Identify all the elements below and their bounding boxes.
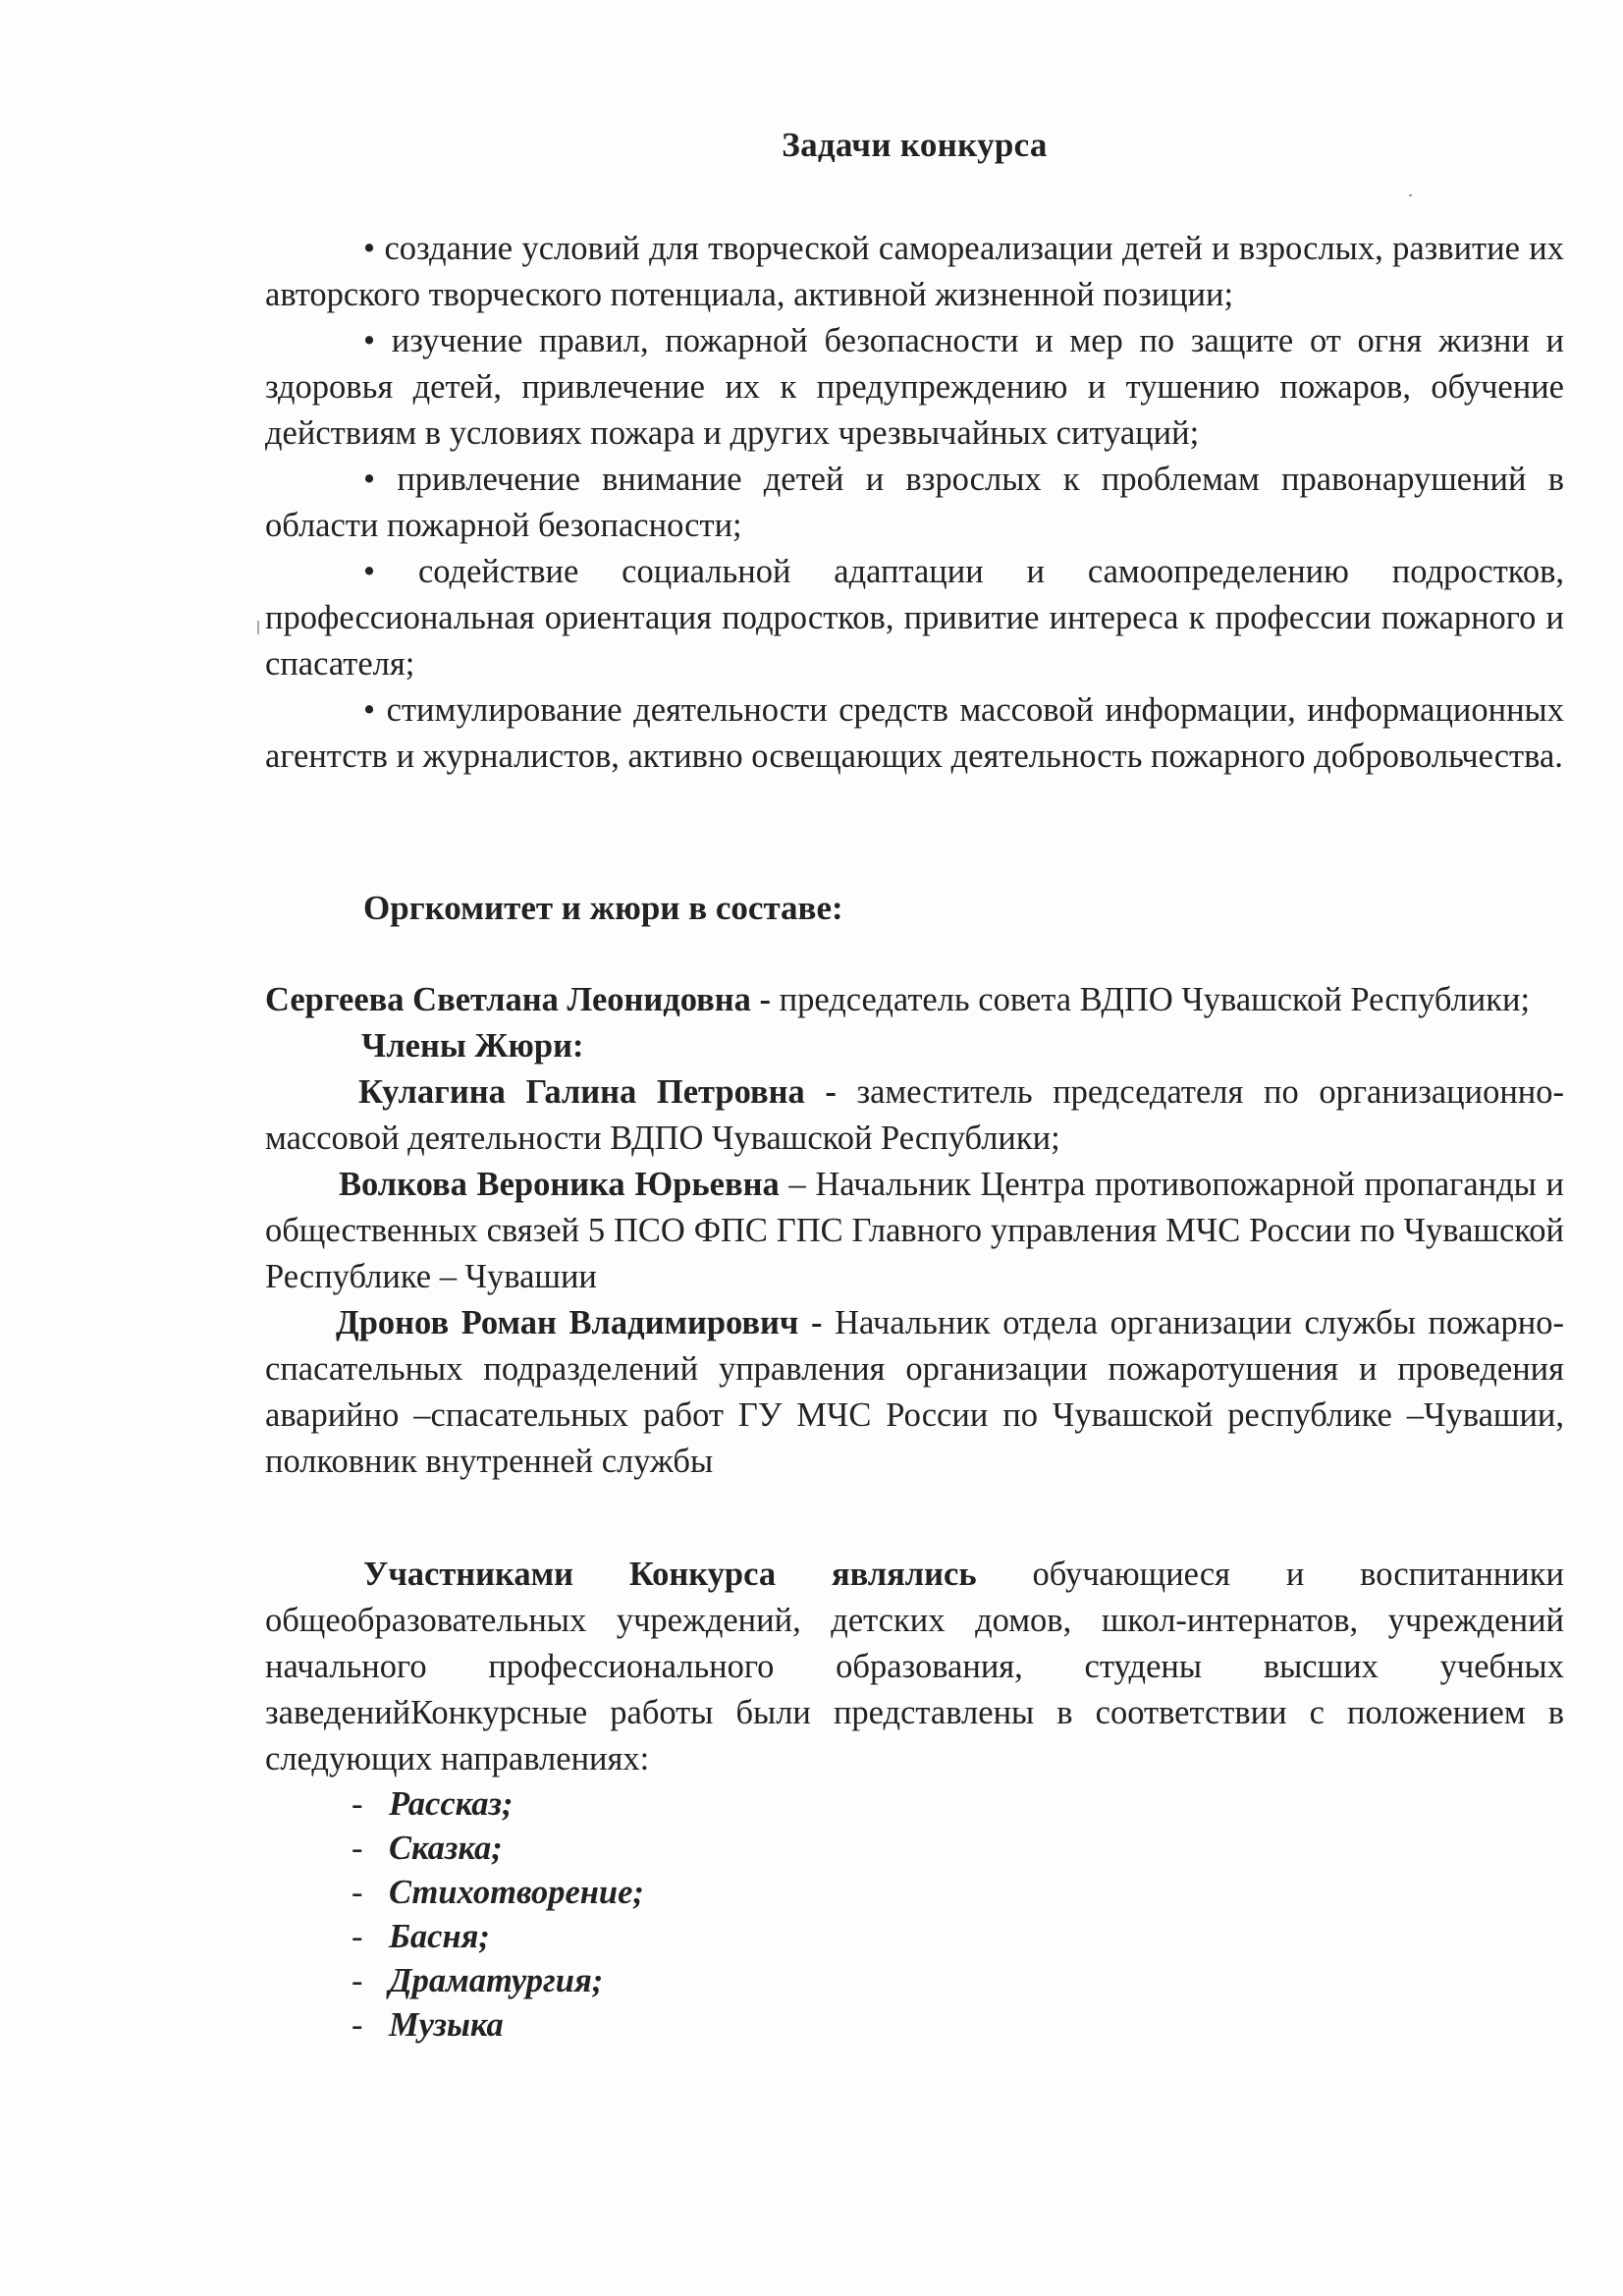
direction-item: - Басня; bbox=[352, 1918, 490, 1955]
jury-member-name: Кулагина Галина Петровна - bbox=[358, 1073, 837, 1111]
directions-list bbox=[265, 1782, 1564, 2048]
direction-item: - Драматургия; bbox=[352, 1962, 604, 1999]
participants-section bbox=[265, 1552, 1564, 2048]
participants-paragraph bbox=[265, 1552, 1564, 1782]
direction-item: - Сказка; bbox=[352, 1830, 503, 1867]
chairman-entry bbox=[265, 977, 1564, 1023]
participants-lead: Участниками Конкурса являлись bbox=[363, 1556, 977, 1593]
chairman-name: Сергеева Светлана Леонидовна - bbox=[265, 981, 771, 1018]
jury-member-name: Дронов Роман Владимирович - bbox=[336, 1304, 823, 1341]
direction-item: - Музыка bbox=[352, 2006, 504, 2044]
jury-member bbox=[265, 1300, 1564, 1485]
task-item: • содействие социальной адаптации и самоопределению подростков, профессиональная ориентация подростков, привитие интереса к профессии пожарного и спасателя; bbox=[265, 553, 1564, 683]
page-title: Задачи конкурса bbox=[782, 126, 1048, 164]
jury-member-role: заместитель председателя по организационно-массовой деятельности ВДПО Чувашской Республики; bbox=[265, 1073, 1564, 1157]
scan-speck bbox=[1409, 194, 1412, 196]
task-item: • стимулирование деятельности средств массовой информации, информационных агентств и журналистов, активно освещающих деятельность пожарного добровольчества. bbox=[265, 691, 1564, 775]
jury-member-name: Волкова Вероника Юрьевна bbox=[339, 1166, 780, 1203]
task-item: • создание условий для творческой самореализации детей и взрослых, развитие их авторского творческого потенциала, активной жизненной позиции; bbox=[265, 230, 1564, 313]
chairman-role: председатель совета ВДПО Чувашской Республики; bbox=[771, 981, 1531, 1018]
task-item: • привлечение внимание детей и взрослых к проблемам правонарушений в области пожарной безопасности; bbox=[265, 461, 1564, 544]
org-committee-title: Оргкомитет и жюри в составе: bbox=[363, 889, 843, 927]
jury-member bbox=[265, 1162, 1564, 1300]
scan-speck bbox=[257, 621, 259, 634]
org-committee bbox=[265, 977, 1564, 1485]
jury-member-role: – Начальник Центра противопожарной пропаганды и общественных связей 5 ПСО ФПС ГПС Главного управления МЧС России по Чувашской Республике – Чувашии bbox=[265, 1166, 1564, 1295]
direction-item: - Рассказ; bbox=[352, 1785, 514, 1823]
task-item: • изучение правил, пожарной безопасности и мер по защите от огня жизни и здоровья детей, привлечение их к предупреждению и тушению пожаров, обучение действиям в условиях пожара и других чрезвычайных ситуаций; bbox=[265, 322, 1564, 452]
tasks-list bbox=[265, 226, 1564, 780]
jury-member-role: Начальник отдела организации службы пожарно-спасательных подразделений управления организации пожаротушения и проведения аварийно –спасательных работ ГУ МЧС России по Чувашской республике –Чувашии, полковник внутренней службы bbox=[265, 1304, 1564, 1480]
jury-member bbox=[265, 1069, 1564, 1162]
direction-item: - Стихотворение; bbox=[352, 1874, 644, 1911]
participants-text: обучающиеся и воспитанники общеобразовательных учреждений, детских домов, школ-интернатов, учреждений начального профессионального образования, студены высших учебных заведенийКонкурсные работы были представлены в соответствии с положением в следующих направлениях: bbox=[265, 1556, 1564, 1777]
jury-title: Члены Жюри: bbox=[361, 1027, 584, 1065]
